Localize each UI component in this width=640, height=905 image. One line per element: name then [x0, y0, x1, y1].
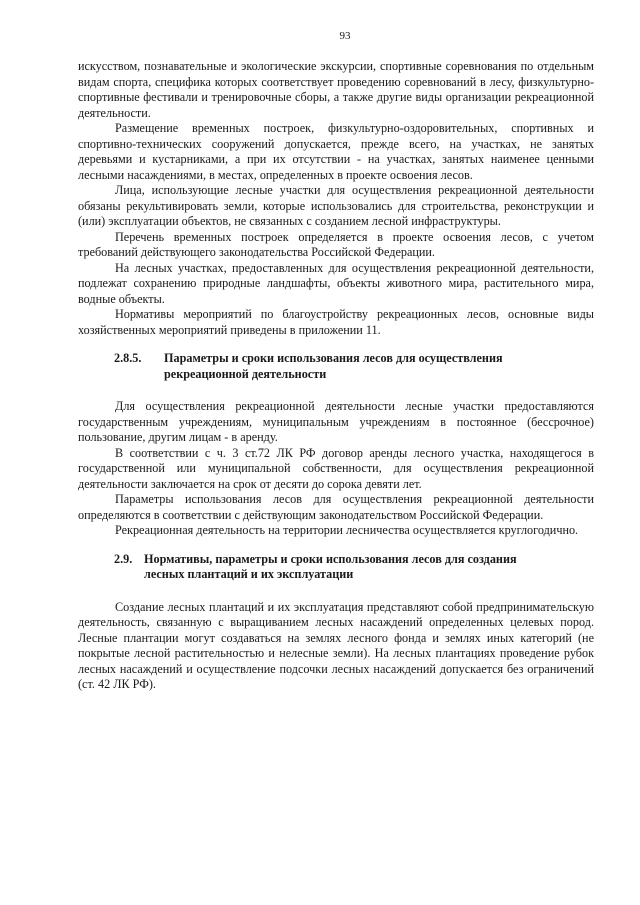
section-title-line1: Параметры и сроки использования лесов для осуществления: [164, 351, 503, 365]
page-number: 93: [339, 30, 351, 42]
section-heading-2-8-5: [78, 351, 594, 382]
section-number: 2.8.5.: [114, 351, 142, 365]
paragraph-lease-term: В соответствии с ч. 3 ст.72 ЛК РФ договор аренды лесного участка, находящегося в государственной или муниципальной собственности, для осуществления рекреационной деятельности заключается на срок от десяти до сорока девяти лет.: [78, 445, 594, 491]
paragraph-year-round: Рекреационная деятельность на территории лесничества осуществляется круглогодично.: [115, 523, 579, 537]
paragraph-parameters: Параметры использования лесов для осуществления рекреационной деятельности определяются в соответствии с действующим законодательством Российской Федерации.: [78, 492, 594, 522]
paragraph-continuation: искусством, познавательные и экологические экскурсии, спортивные соревнования по отдельным видам спорта, специфика которых соответствует проведению соревнований в лесу, физкультурно-спортивные фестивали и тренировочные сборы, а также другие виды организации рекреационной деятельности.: [78, 59, 594, 120]
paragraph-buildings-list: Перечень временных построек определяется в проекте освоения лесов, с учетом требований действующего законодательства Российской Федерации.: [78, 229, 594, 259]
section-title-line2: лесных плантаций и их эксплуатации: [144, 567, 354, 581]
document-page: [78, 30, 594, 693]
paragraph-forest-plantations: Создание лесных плантаций и их эксплуатация представляют собой предпринимательскую деятельность, связанную с выращиванием лесных насаждений определенных целевых пород. Лесные плантации могут создаваться на землях лесного фонда и землях иных категорий (не покрытые лесной растительностью и нелесные земли). На лесных плантациях проведение рубок лесных насаждений и осуществление подсочки лесных насаждений допускается без ограничений (ст. 42 ЛК РФ).: [78, 599, 594, 691]
paragraph-lease-provision: Для осуществления рекреационной деятельности лесные участки предоставляются государственным учреждениям, муниципальным учреждениям в постоянное (бессрочное) пользование, другим лицам - в аренду.: [78, 399, 594, 444]
paragraph-preservation: На лесных участках, предоставленных для осуществления рекреационной деятельности, подлежат сохранению природные ландшафты, объекты животного мира, растительного мира, водные объекты.: [78, 260, 594, 306]
paragraph-temporary-buildings: Размещение временных построек, физкультурно-оздоровительных, спортивных и спортивно-технических сооружений допускается, прежде всего, на участках, не занятых деревьями и кустарниками, а при их отсутствии - на участках, занятых наименее ценными лесными насаждениями, в местах, определенных в проекте освоения лесов.: [78, 121, 594, 182]
section-number: 2.9.: [114, 551, 133, 566]
section-heading-2-9: [78, 552, 594, 583]
paragraph-recultivation: Лица, использующие лесные участки для осуществления рекреационной деятельности обязаны рекультивировать земли, которые использовались для строительства, реконструкции и (или) эксплуатации объектов, не связанных с созданием лесной инфраструктуры.: [78, 183, 594, 228]
section-title-line1: Нормативы, параметры и сроки использования лесов для создания: [144, 551, 517, 566]
section-title-line2: рекреационной деятельности: [164, 366, 327, 381]
paragraph-norms: Нормативы мероприятий по благоустройству рекреационных лесов, основные виды хозяйственных мероприятий приведены в приложении 11.: [78, 307, 594, 337]
